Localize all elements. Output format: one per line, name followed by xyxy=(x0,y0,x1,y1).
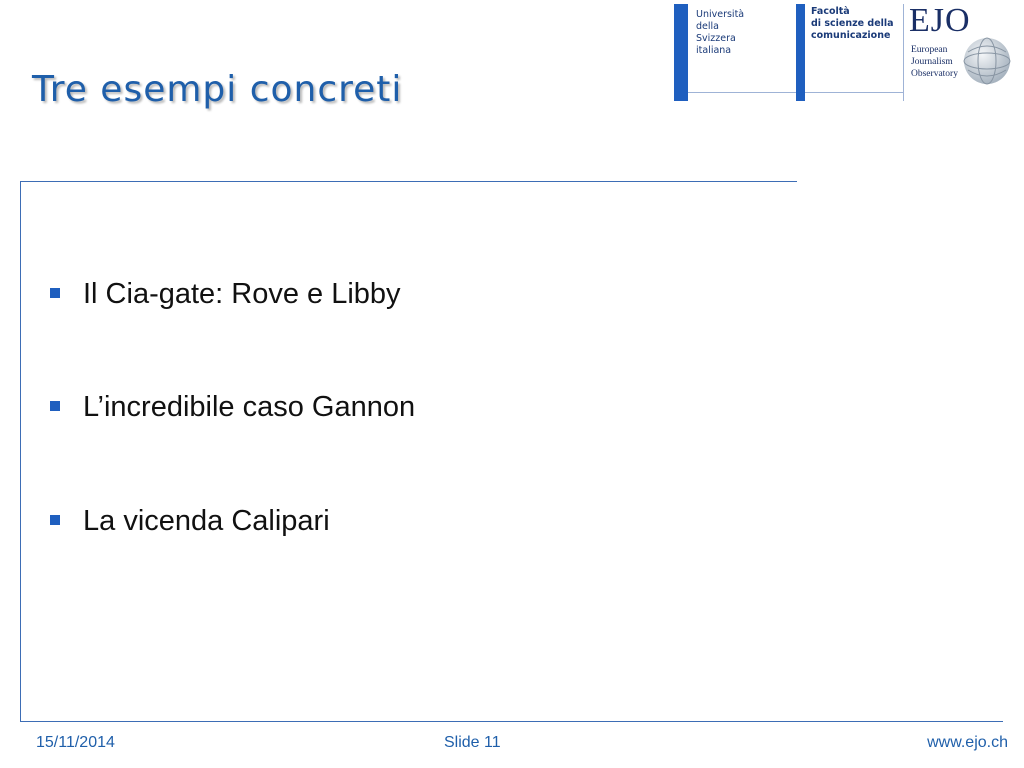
ejo-separator xyxy=(903,4,904,101)
square-bullet-icon xyxy=(50,288,60,298)
ejo-subtitle xyxy=(911,44,958,80)
faculty-logo-bar xyxy=(796,4,805,101)
square-bullet-icon xyxy=(50,401,60,411)
bullet-text: Il Cia-gate: Rove e Libby xyxy=(83,278,401,310)
faculty-logo-line: di scienze della xyxy=(811,18,894,29)
bullet-item xyxy=(50,391,415,424)
usi-logo-line: italiana xyxy=(696,45,732,56)
faculty-logo-line: Facoltà xyxy=(811,6,850,17)
frame-left-rule xyxy=(20,181,21,722)
footer-url: www.ejo.ch xyxy=(927,734,1008,751)
faculty-logo-rule xyxy=(805,92,903,93)
bullet-text: La vicenda Calipari xyxy=(83,505,330,537)
footer-date: 15/11/2014 xyxy=(36,734,115,751)
ejo-mark: EJO xyxy=(909,2,971,39)
usi-logo-line: Svizzera xyxy=(696,33,736,44)
bullet-text: L’incredibile caso Gannon xyxy=(83,391,416,423)
usi-logo-rule xyxy=(688,92,796,93)
ejo-subtitle-line: Journalism xyxy=(911,57,953,67)
faculty-logo-line: comunicazione xyxy=(811,30,891,41)
square-bullet-icon xyxy=(50,515,60,525)
usi-logo-line: Università xyxy=(696,9,745,20)
slide-title: Tre esempi concreti xyxy=(32,69,403,110)
usi-logo-bar xyxy=(674,4,688,101)
footer-slide-number: Slide 11 xyxy=(444,734,501,751)
globe-icon xyxy=(962,36,1012,86)
usi-logo-text xyxy=(696,9,744,57)
footer-rule xyxy=(20,721,1003,722)
frame-top-rule xyxy=(20,181,797,182)
faculty-logo-text xyxy=(811,6,894,42)
ejo-subtitle-line: Observatory xyxy=(911,69,958,79)
ejo-subtitle-line: European xyxy=(911,45,948,55)
bullet-item xyxy=(50,278,401,311)
bullet-item xyxy=(50,505,330,538)
usi-logo-line: della xyxy=(696,21,719,32)
